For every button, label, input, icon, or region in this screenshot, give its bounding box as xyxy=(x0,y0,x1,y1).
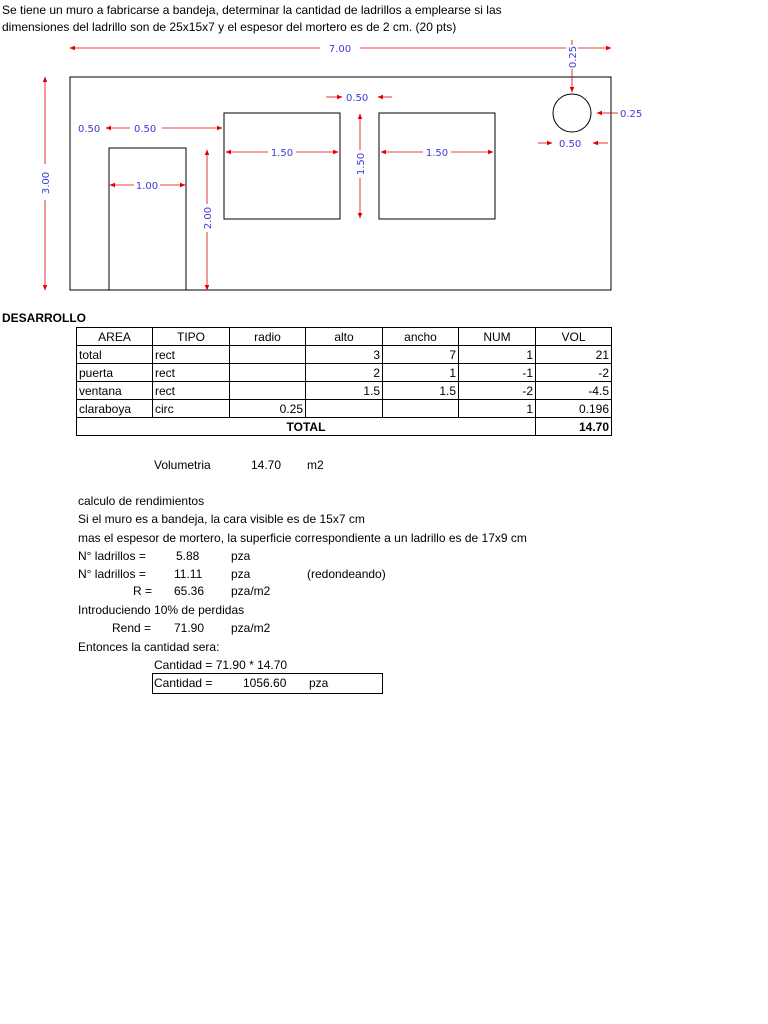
cell-alto: 2 xyxy=(306,364,383,382)
cell-ancho: 1 xyxy=(383,364,459,382)
cell-ancho xyxy=(383,400,459,418)
dim-total-width-label: 7.00 xyxy=(328,44,352,55)
cell-area: total xyxy=(77,346,153,364)
cell-vol: -2 xyxy=(536,364,612,382)
cell-radio xyxy=(230,364,306,382)
volumetria-value: 14.70 xyxy=(251,458,282,472)
n-ladrillos-2-label: N° ladrillos = xyxy=(78,567,146,581)
cell-alto xyxy=(306,400,383,418)
dim-window-2-width xyxy=(381,147,493,159)
cell-vol: 0.196 xyxy=(536,400,612,418)
dim-right-circle xyxy=(597,109,642,120)
dim-top-circle xyxy=(566,40,579,92)
dim-window-height xyxy=(354,114,367,218)
cell-num: 1 xyxy=(459,400,536,418)
cell-tipo: rect xyxy=(153,382,230,400)
table-total-row xyxy=(77,418,612,436)
perdidas-text: Introduciendo 10% de perdidas xyxy=(78,603,245,617)
col-header-ancho: ancho xyxy=(383,328,459,346)
problem-line-1: Se tiene un muro a fabricarse a bandeja, determinar la cantidad de ladrillos a emplearse si las xyxy=(2,3,502,17)
dim-left-offset-label: 0.50 xyxy=(78,124,101,135)
cell-area: ventana xyxy=(77,382,153,400)
total-value: 14.70 xyxy=(536,418,612,436)
dim-door-height-label: 2.00 xyxy=(203,206,214,230)
rendimientos-line-2: mas el espesor de mortero, la superficie correspondiente a un ladrillo es de 17x9 cm xyxy=(78,531,527,545)
dim-circle-diameter xyxy=(538,139,608,150)
dim-window-2-width-label: 1.50 xyxy=(425,148,449,159)
section-title: DESARROLLO xyxy=(2,311,86,325)
door-outline xyxy=(109,148,186,290)
n-ladrillos-2-note: (redondeando) xyxy=(307,567,386,581)
table-row xyxy=(77,382,612,400)
table-row xyxy=(77,400,612,418)
table-header-row xyxy=(77,328,612,346)
dim-window-gap xyxy=(326,93,392,104)
total-label: TOTAL xyxy=(77,418,536,436)
window-2-outline xyxy=(379,113,495,219)
cell-ancho: 7 xyxy=(383,346,459,364)
rendimientos-title: calculo de rendimientos xyxy=(78,494,205,508)
dim-window-gap-label: 0.50 xyxy=(346,93,369,104)
cell-area: claraboya xyxy=(77,400,153,418)
volumetria-label: Volumetria xyxy=(154,458,211,472)
dim-total-width xyxy=(70,42,611,55)
entonces-text: Entonces la cantidad sera: xyxy=(78,640,220,654)
final-unit: pza xyxy=(309,676,329,690)
dim-height-label: 3.00 xyxy=(41,171,52,195)
table-row xyxy=(77,364,612,382)
cell-vol: 21 xyxy=(536,346,612,364)
dim-circle-diameter-label: 0.50 xyxy=(559,139,582,150)
cell-tipo: circ xyxy=(153,400,230,418)
n-ladrillos-1-label: N° ladrillos = xyxy=(78,549,146,563)
col-header-num: NUM xyxy=(459,328,536,346)
n-ladrillos-2-value: 11.11 xyxy=(174,567,203,581)
dim-door-height xyxy=(201,150,214,290)
cell-alto: 3 xyxy=(306,346,383,364)
n-ladrillos-1-unit: pza xyxy=(231,549,251,563)
dim-right-circle-label: 0.25 xyxy=(620,109,643,120)
final-value: 1056.60 xyxy=(243,676,287,690)
cell-tipo: rect xyxy=(153,364,230,382)
col-header-tipo: TIPO xyxy=(153,328,230,346)
dim-height xyxy=(39,77,52,290)
dim-door-offset-label: 0.50 xyxy=(134,124,157,135)
cell-vol: -4.5 xyxy=(536,382,612,400)
cell-num: 1 xyxy=(459,346,536,364)
col-header-alto: alto xyxy=(306,328,383,346)
dim-door-width xyxy=(110,180,185,192)
dim-window-height-label: 1.50 xyxy=(356,152,367,176)
wall-drawing xyxy=(0,0,768,300)
dim-left-offset xyxy=(78,124,130,135)
dim-window-1-width-label: 1.50 xyxy=(270,148,294,159)
area-table xyxy=(76,327,612,436)
rend-label: Rend = xyxy=(112,621,152,635)
cell-radio xyxy=(230,382,306,400)
cell-num: -2 xyxy=(459,382,536,400)
col-header-area: AREA xyxy=(77,328,153,346)
window-1-outline xyxy=(224,113,340,219)
cell-radio xyxy=(230,346,306,364)
skylight-circle xyxy=(553,94,591,132)
r-value: 65.36 xyxy=(174,584,205,598)
cell-ancho: 1.5 xyxy=(383,382,459,400)
final-label: Cantidad = xyxy=(154,676,213,690)
n-ladrillos-2-unit: pza xyxy=(231,567,251,581)
cell-tipo: rect xyxy=(153,346,230,364)
formula-text: Cantidad = 71.90 * 14.70 xyxy=(154,658,288,672)
dim-door-offset xyxy=(134,124,222,135)
dim-door-width-label: 1.00 xyxy=(135,181,159,192)
table-row xyxy=(77,346,612,364)
cell-alto: 1.5 xyxy=(306,382,383,400)
volumetria-unit: m2 xyxy=(307,458,324,472)
col-header-radio: radio xyxy=(230,328,306,346)
cell-num: -1 xyxy=(459,364,536,382)
cell-radio: 0.25 xyxy=(230,400,306,418)
cell-area: puerta xyxy=(77,364,153,382)
r-unit: pza/m2 xyxy=(231,584,271,598)
rend-unit: pza/m2 xyxy=(231,621,271,635)
rend-value: 71.90 xyxy=(174,621,205,635)
col-header-vol: VOL xyxy=(536,328,612,346)
dim-top-circle-label: 0.25 xyxy=(568,45,579,69)
n-ladrillos-1-value: 5.88 xyxy=(176,549,200,563)
dim-window-1-width xyxy=(226,147,338,159)
r-label: R = xyxy=(133,584,153,598)
rendimientos-line-1: Si el muro es a bandeja, la cara visible es de 15x7 cm xyxy=(78,512,365,526)
problem-line-2: dimensiones del ladrillo son de 25x15x7 y el espesor del mortero es de 2 cm. (20 pts) xyxy=(2,20,457,34)
